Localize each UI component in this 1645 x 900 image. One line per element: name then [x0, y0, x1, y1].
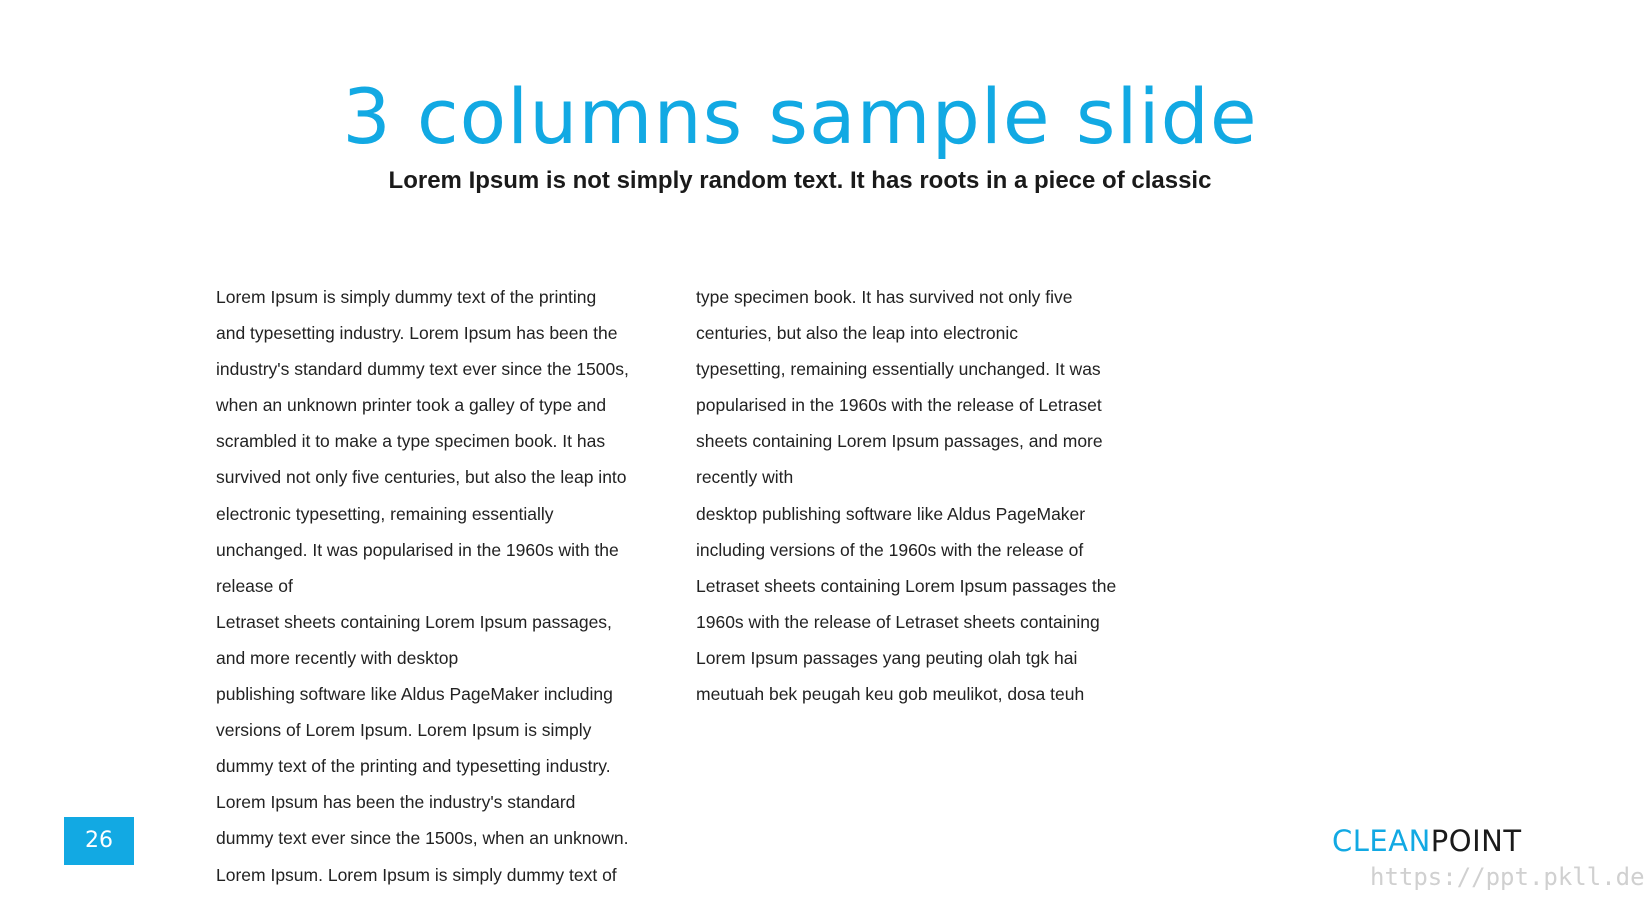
column-line: popularised in the 1960s with the release of Letraset — [696, 395, 1102, 416]
column-line: Lorem Ipsum passages yang peuting olah tgk hai — [696, 647, 1078, 668]
slide-subtitle: Lorem Ipsum is not simply random text. It has roots in a piece of classic — [388, 167, 1212, 194]
column-line: sheets containing Lorem Ipsum passages, and more — [696, 431, 1103, 452]
column-line: survived not only five centuries, but also the leap into — [216, 467, 627, 488]
column-line: release of — [216, 575, 293, 596]
brand-logo-point: POINT — [1430, 824, 1522, 858]
slide-title: 3 columns sample slide — [342, 72, 1258, 161]
column-line: versions of Lorem Ipsum. Lorem Ipsum is simply — [216, 720, 592, 741]
watermark-url: https://ppt.pkll.de — [1370, 863, 1645, 891]
page-number-badge: 26 — [64, 817, 134, 865]
column-line: Letraset sheets containing Lorem Ipsum passages, — [216, 611, 612, 632]
column-line: centuries, but also the leap into electronic — [696, 323, 1018, 344]
column-line: type specimen book. It has survived not only five — [696, 287, 1073, 307]
text-column-2 — [696, 279, 1146, 712]
column-line: typesetting, remaining essentially unchanged. It was — [696, 359, 1101, 380]
column-line: scrambled it to make a type specimen book. It has — [216, 431, 606, 452]
column-line: desktop publishing software like Aldus PageMaker — [696, 503, 1086, 524]
column-line: meutuah bek peugah keu gob meulikot, dosa teuh — [696, 684, 1085, 705]
column-line: recently with — [696, 467, 794, 488]
column-line: Lorem Ipsum is simply dummy text of the printing — [216, 287, 597, 307]
column-line: industry's standard dummy text ever since the 1500s, — [216, 359, 629, 380]
column-line: 1960s with the release of Letraset sheets containing — [696, 611, 1100, 632]
column-line: dummy text of the printing and typesetting industry. — [216, 756, 611, 777]
column-line: and more recently with desktop — [216, 647, 459, 668]
column-line: Lorem Ipsum has been the industry's standard — [216, 792, 576, 813]
column-line: including versions of the 1960s with the release of — [696, 539, 1084, 560]
column-line: publishing software like Aldus PageMaker including — [216, 684, 613, 705]
column-line: Lorem Ipsum. Lorem Ipsum is simply dummy text of — [216, 864, 617, 885]
column-line: when an unknown printer took a galley of type and — [216, 395, 607, 416]
column-line: electronic typesetting, remaining essentially — [216, 503, 554, 524]
column-line: Letraset sheets containing Lorem Ipsum passages the — [696, 575, 1117, 596]
column-line: and typesetting industry. Lorem Ipsum has been the — [216, 323, 618, 344]
text-column-1 — [216, 279, 666, 893]
column-line: dummy text ever since the 1500s, when an unknown. — [216, 828, 629, 849]
brand-logo — [1332, 823, 1522, 859]
column-line: unchanged. It was popularised in the 1960s with the — [216, 539, 619, 560]
brand-logo-clean: CLEAN — [1332, 824, 1431, 858]
